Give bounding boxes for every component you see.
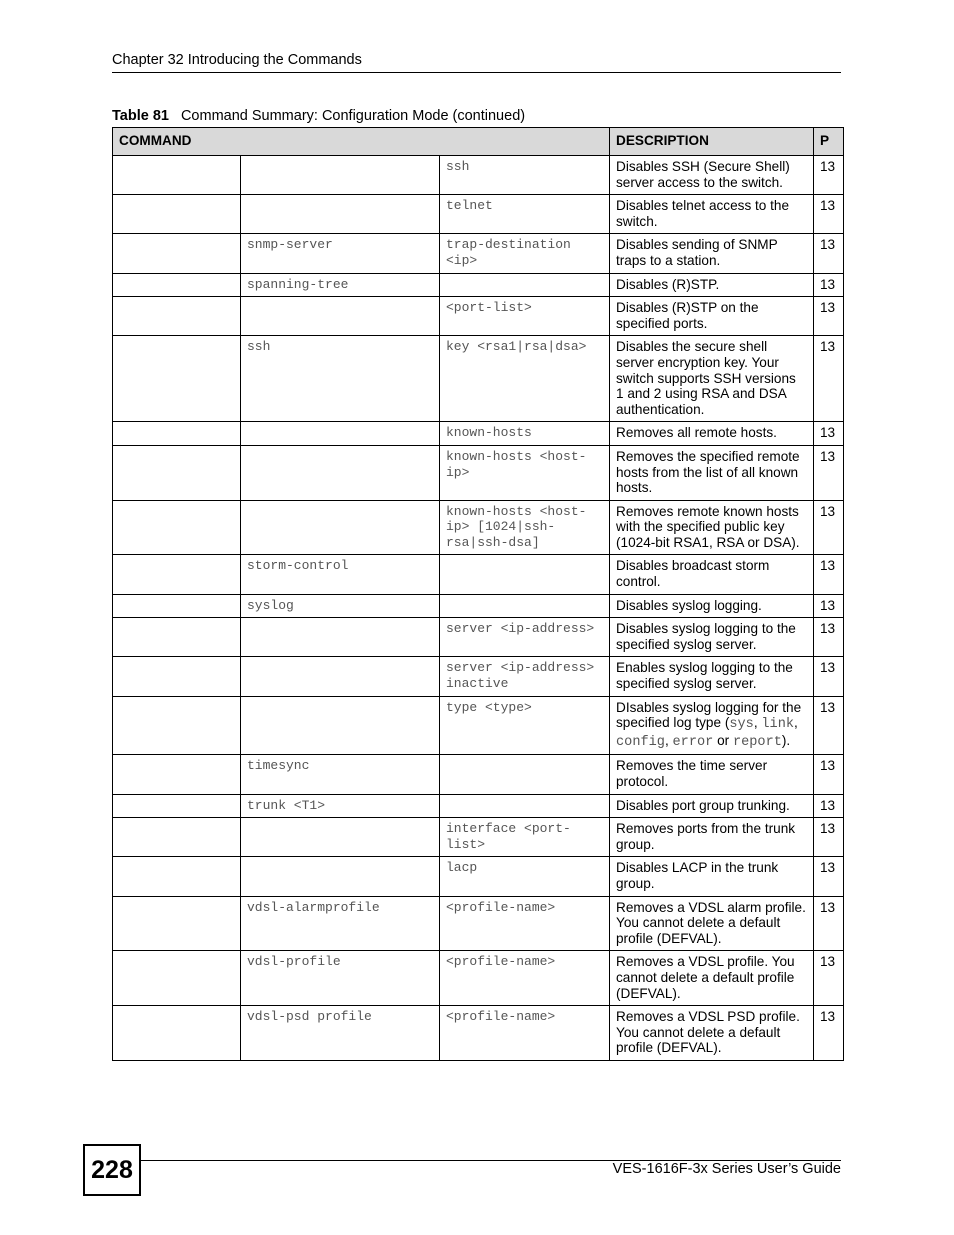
- description-cell: [610, 696, 814, 755]
- command-cell: [113, 594, 241, 618]
- page-cell: 13: [814, 794, 844, 818]
- log-type-sys: sys: [729, 717, 754, 733]
- description-cell: Removes a VDSL profile. You cannot delete a default profile (DEFVAL).: [610, 951, 814, 1006]
- page-cell: 13: [814, 696, 844, 755]
- table-row: [113, 336, 844, 422]
- command-summary-table: [112, 127, 844, 1061]
- description-cell: Disables syslog logging to the specified syslog server.: [610, 618, 814, 657]
- argument-cell: known-hosts <host-ip> [1024|ssh-rsa|ssh-dsa]: [440, 500, 610, 555]
- description-cell: Removes a VDSL alarm profile. You cannot delete a default profile (DEFVAL).: [610, 896, 814, 951]
- subcommand-cell: [241, 297, 440, 336]
- argument-cell: interface <port-list>: [440, 818, 610, 857]
- command-cell: [113, 755, 241, 794]
- table-row: [113, 594, 844, 618]
- page-cell: 13: [814, 445, 844, 500]
- command-cell: [113, 555, 241, 594]
- subcommand-cell: [241, 156, 440, 195]
- table-row: [113, 195, 844, 234]
- command-cell: [113, 794, 241, 818]
- page-cell: 13: [814, 195, 844, 234]
- command-cell: [113, 336, 241, 422]
- page-cell: 13: [814, 422, 844, 446]
- argument-cell: <port-list>: [440, 297, 610, 336]
- table-row: [113, 500, 844, 555]
- table-row: [113, 696, 844, 755]
- log-type-link: link: [761, 717, 795, 733]
- argument-cell: server <ip-address> inactive: [440, 657, 610, 696]
- argument-cell: trap-destination <ip>: [440, 234, 610, 273]
- table-row: [113, 818, 844, 857]
- table-row: [113, 618, 844, 657]
- page-number: 228: [83, 1144, 141, 1196]
- page-cell: 13: [814, 273, 844, 297]
- separator: ,: [753, 715, 762, 731]
- table-row: [113, 657, 844, 696]
- separator: ,: [664, 732, 673, 748]
- description-cell: Disables (R)STP on the specified ports.: [610, 297, 814, 336]
- table-row: [113, 951, 844, 1006]
- subcommand-cell: [241, 195, 440, 234]
- description-cell: Removes remote known hosts with the specified public key (1024-bit RSA1, RSA or DSA).: [610, 500, 814, 555]
- command-cell: [113, 297, 241, 336]
- command-cell: [113, 156, 241, 195]
- log-type-config: config: [616, 734, 665, 750]
- log-type-report: report: [732, 734, 782, 750]
- command-cell: [113, 422, 241, 446]
- table-row: [113, 755, 844, 794]
- subcommand-cell: [241, 696, 440, 755]
- description-cell: Removes a VDSL PSD profile. You cannot delete a default profile (DEFVAL).: [610, 1006, 814, 1061]
- page-cell: 13: [814, 818, 844, 857]
- command-cell: [113, 951, 241, 1006]
- table-row: [113, 422, 844, 446]
- table-row: [113, 555, 844, 594]
- subcommand-cell: ssh: [241, 336, 440, 422]
- table-row: [113, 445, 844, 500]
- description-cell: Removes ports from the trunk group.: [610, 818, 814, 857]
- description-cell: Disables sending of SNMP traps to a station.: [610, 234, 814, 273]
- page-cell: 13: [814, 618, 844, 657]
- argument-cell: [440, 555, 610, 594]
- command-cell: [113, 1006, 241, 1061]
- page-cell: 13: [814, 500, 844, 555]
- subcommand-cell: syslog: [241, 594, 440, 618]
- page-cell: 13: [814, 1006, 844, 1061]
- description-text: DIsables syslog logging for the specified log type (: [616, 699, 802, 731]
- description-cell: Enables syslog logging to the specified syslog server.: [610, 657, 814, 696]
- argument-cell: [440, 794, 610, 818]
- argument-cell: lacp: [440, 857, 610, 896]
- subcommand-cell: spanning-tree: [241, 273, 440, 297]
- guide-title: VES-1616F-3x Series User’s Guide: [612, 1161, 841, 1177]
- header-rule: [112, 72, 841, 73]
- argument-cell: [440, 273, 610, 297]
- argument-cell: known-hosts: [440, 422, 610, 446]
- subcommand-cell: [241, 618, 440, 657]
- page-cell: 13: [814, 234, 844, 273]
- table-row: [113, 297, 844, 336]
- command-cell: [113, 657, 241, 696]
- description-cell: Disables LACP in the trunk group.: [610, 857, 814, 896]
- page-cell: 13: [814, 951, 844, 1006]
- subcommand-cell: vdsl-profile: [241, 951, 440, 1006]
- subcommand-cell: snmp-server: [241, 234, 440, 273]
- argument-cell: key <rsa1|rsa|dsa>: [440, 336, 610, 422]
- command-cell: [113, 500, 241, 555]
- separator: ,: [794, 715, 798, 731]
- argument-cell: <profile-name>: [440, 951, 610, 1006]
- table-caption-text: Command Summary: Configuration Mode (continued): [180, 108, 526, 124]
- argument-cell: telnet: [440, 195, 610, 234]
- page-cell: 13: [814, 594, 844, 618]
- description-cell: Disables port group trunking.: [610, 794, 814, 818]
- page-cell: 13: [814, 657, 844, 696]
- table-row: [113, 896, 844, 951]
- column-header-description: DESCRIPTION: [610, 128, 814, 156]
- argument-cell: [440, 594, 610, 618]
- log-type-error: error: [672, 734, 714, 750]
- table-row: [113, 234, 844, 273]
- page-cell: 13: [814, 336, 844, 422]
- column-header-command: COMMAND: [113, 128, 610, 156]
- subcommand-cell: [241, 445, 440, 500]
- table-header-row: [113, 128, 844, 156]
- page-cell: 13: [814, 156, 844, 195]
- description-tail: ).: [781, 732, 791, 748]
- page-cell: 13: [814, 857, 844, 896]
- command-cell: [113, 696, 241, 755]
- argument-cell: known-hosts <host-ip>: [440, 445, 610, 500]
- command-cell: [113, 273, 241, 297]
- table-caption: [112, 108, 525, 124]
- column-header-page: P: [814, 128, 844, 156]
- table-row: [113, 794, 844, 818]
- chapter-heading: Chapter 32 Introducing the Commands: [112, 52, 362, 68]
- subcommand-cell: vdsl-psd profile: [241, 1006, 440, 1061]
- description-cell: Disables (R)STP.: [610, 273, 814, 297]
- description-cell: Disables SSH (Secure Shell) server access to the switch.: [610, 156, 814, 195]
- table-row: [113, 273, 844, 297]
- command-cell: [113, 857, 241, 896]
- table-row: [113, 1006, 844, 1061]
- subcommand-cell: [241, 818, 440, 857]
- description-cell: Removes all remote hosts.: [610, 422, 814, 446]
- subcommand-cell: storm-control: [241, 555, 440, 594]
- page-cell: 13: [814, 896, 844, 951]
- description-cell: Removes the specified remote hosts from the list of all known hosts.: [610, 445, 814, 500]
- argument-cell: <profile-name>: [440, 896, 610, 951]
- subcommand-cell: [241, 422, 440, 446]
- subcommand-cell: vdsl-alarmprofile: [241, 896, 440, 951]
- separator: or: [713, 732, 733, 748]
- table-row: [113, 857, 844, 896]
- subcommand-cell: [241, 657, 440, 696]
- page-cell: 13: [814, 755, 844, 794]
- command-cell: [113, 234, 241, 273]
- subcommand-cell: [241, 857, 440, 896]
- command-cell: [113, 445, 241, 500]
- argument-cell: type <type>: [440, 696, 610, 755]
- argument-cell: <profile-name>: [440, 1006, 610, 1061]
- page-cell: 13: [814, 555, 844, 594]
- command-cell: [113, 818, 241, 857]
- page-cell: 13: [814, 297, 844, 336]
- argument-cell: [440, 755, 610, 794]
- subcommand-cell: trunk <T1>: [241, 794, 440, 818]
- command-cell: [113, 195, 241, 234]
- table-caption-label: Table 81: [112, 108, 169, 124]
- description-cell: Disables the secure shell server encryption key. Your switch supports SSH versions 1 and 2 using RSA and DSA authentication.: [610, 336, 814, 422]
- table-row: [113, 156, 844, 195]
- argument-cell: server <ip-address>: [440, 618, 610, 657]
- argument-cell: ssh: [440, 156, 610, 195]
- description-cell: Disables syslog logging.: [610, 594, 814, 618]
- command-cell: [113, 896, 241, 951]
- command-cell: [113, 618, 241, 657]
- subcommand-cell: [241, 500, 440, 555]
- description-cell: Disables broadcast storm control.: [610, 555, 814, 594]
- description-cell: Disables telnet access to the switch.: [610, 195, 814, 234]
- description-cell: Removes the time server protocol.: [610, 755, 814, 794]
- subcommand-cell: timesync: [241, 755, 440, 794]
